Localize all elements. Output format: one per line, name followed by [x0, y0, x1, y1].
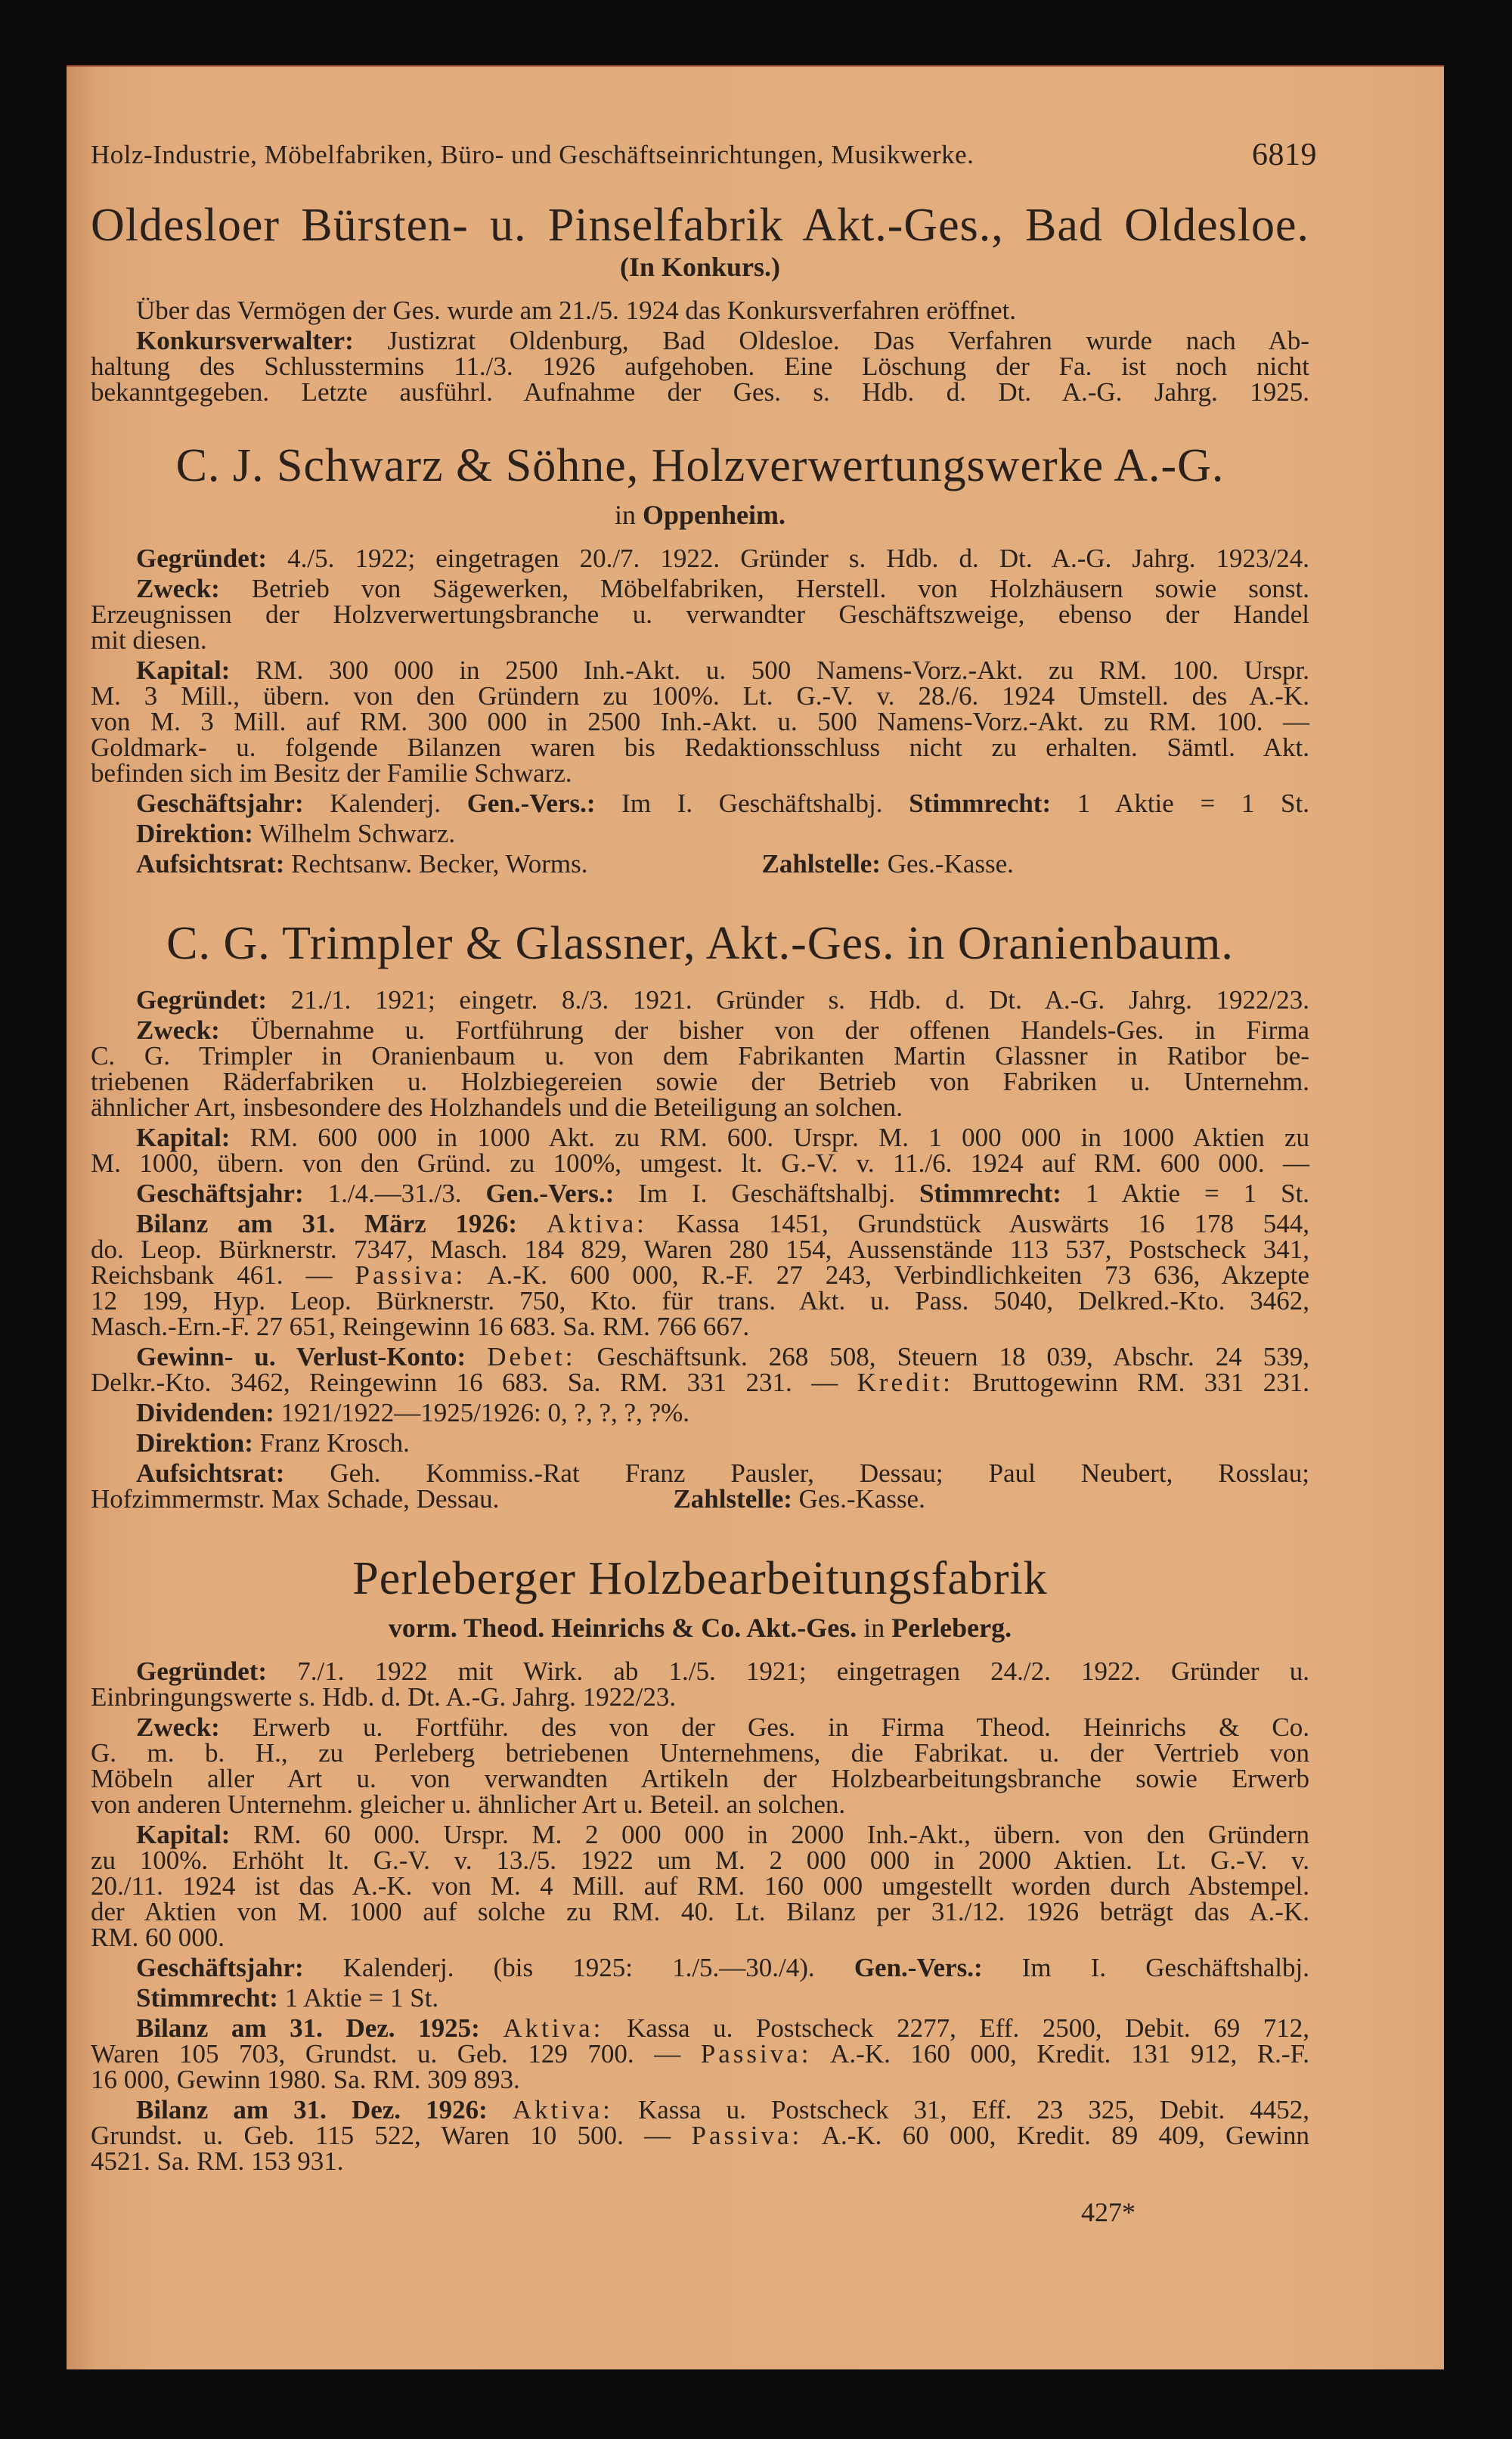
text-line: [91, 1985, 1309, 2011]
paragraph: [91, 1985, 1309, 2011]
field-text: Einbringungswerte s. Hdb. d. Dt. A.-G. Jahrg. 1922/23.: [91, 1682, 677, 1712]
text-line: [91, 328, 1309, 354]
text-line: [91, 1211, 1309, 1237]
entry-title: Oldesloer Bürsten- u. Pinselfabrik Akt.-Ges., Bad Oldesloe.: [91, 200, 1309, 251]
paragraph: [91, 2013, 1310, 2094]
field-label: Bilanz am 31. Dez. 1925:: [136, 2013, 480, 2043]
entry-location: Perleberg.: [891, 1613, 1012, 1643]
text-line: [91, 655, 1310, 685]
field-text: Betrieb von Sägewerken, Möbelfabriken, Herstell. von Holzhäusern sowie sonst.: [251, 574, 1309, 603]
entry-subtitle: (In Konkurs.): [619, 252, 781, 282]
field-text: Kalenderj.: [330, 789, 442, 818]
field-label: Kapital:: [136, 655, 231, 685]
entry-oldesloer: [91, 198, 1309, 405]
field-label: Gegründet:: [136, 985, 268, 1015]
field-label: Dividenden:: [136, 1398, 274, 1427]
spaced-label: Aktiva:: [512, 2095, 613, 2124]
field-label: Gewinn- u. Verlust-Konto:: [136, 1342, 466, 1371]
field-text: RM. 60 000. Urspr. M. 2 000 000 in 2000 Inh.-Akt., übern. von den Gründern: [253, 1820, 1309, 1849]
spaced-label: Aktiva:: [546, 1209, 647, 1238]
paragraph: [91, 1125, 1309, 1176]
entry-location: Oppenheim.: [642, 500, 786, 530]
text-line: [91, 2123, 1309, 2149]
field-label: Direktion:: [136, 1428, 253, 1458]
text-line: [91, 1822, 1309, 1848]
field-text: Über das Vermögen der Ges. wurde am 21./5. 1924 das Konkursverfahren eröffnet.: [136, 296, 1017, 325]
field-text: Erzeugnissen der Holzverwertungsbranche u. verwandter Geschäftszweige, ebenso der Handel: [91, 600, 1309, 629]
field-label: Kapital:: [136, 1820, 231, 1849]
field-text: Im I. Geschäftshalbj.: [638, 1179, 896, 1208]
field-text: Kassa u. Postscheck 2277, Eff. 2500, Debit. 69 712,: [626, 2013, 1310, 2043]
zahlstelle-value: Ges.-Kasse.: [887, 849, 1014, 879]
field-text: Justizrat Oldenburg, Bad Oldesloe. Das Verfahren wurde nach Ab-: [387, 326, 1309, 355]
field-text: M. 3 Mill., übern. von den Gründern zu 100%. Lt. G.-V. v. 28./6. 1924 Umstell. des A.-K.: [91, 681, 1309, 711]
field-text: 7./1. 1922 mit Wirk. ab 1./5. 1921; eingetragen 24./2. 1922. Gründer u.: [297, 1656, 1309, 1686]
field-label: Zweck:: [136, 1712, 220, 1742]
field-label: Gegründet:: [136, 544, 268, 573]
field-text: 1 Aktie = 1 St.: [284, 1983, 439, 2013]
field-text: Goldmark- u. folgende Bilanzen waren bis Redaktionsschluss nicht zu erhalten. Sämtl. Akt.: [91, 733, 1309, 762]
spaced-label: Passiva:: [355, 1260, 466, 1290]
text-line: [91, 1288, 1309, 1314]
entry-perleberger: [91, 1551, 1309, 2174]
paragraph: [91, 1458, 1309, 1514]
text-line: [91, 1092, 1309, 1122]
field-text: RM. 300 000 in 2500 Inh.-Akt. u. 500 Namens-Vorz.-Akt. zu RM. 100. Urspr.: [256, 655, 1310, 685]
running-title: Holz-Industrie, Möbelfabriken, Büro- und Geschäftseinrichtungen, Musikwerke.: [91, 140, 974, 169]
field-label: Gen.-Vers.:: [854, 1953, 983, 1982]
field-text: Wilhelm Schwarz.: [259, 819, 456, 848]
text-line: [91, 1015, 1310, 1045]
field-text: M. 1000, übern. von den Gründ. zu 100%, umgest. lt. G.-V. v. 11./6. 1924 auf RM. 600 000. —: [91, 1148, 1309, 1178]
field-text: Möbeln aller Art u. von verwandten Artikeln der Holzbearbeitungsbranche sowie Erwerb: [91, 1764, 1309, 1793]
paragraph: [91, 1181, 1309, 1207]
spaced-label: Passiva:: [691, 2121, 803, 2150]
field-text: RM. 600 000 in 1000 Akt. zu RM. 600. Urspr. M. 1 000 000 in 1000 Aktien zu: [249, 1123, 1310, 1152]
text-line: [91, 1370, 1309, 1396]
text-line: [91, 625, 1309, 655]
text-line: [91, 1125, 1309, 1151]
text-line: [91, 2041, 1309, 2067]
text-line: [91, 1684, 1309, 1710]
paragraph: [91, 851, 1309, 877]
field-label: Bilanz am 31. März 1926:: [136, 1209, 518, 1238]
field-text: do. Leop. Bürknerstr. 7347, Masch. 184 829, Waren 280 154, Aussenstände 113 537, Postscheck 341,: [91, 1235, 1309, 1264]
field-text: 16 000, Gewinn 1980. Sa. RM. 309 893.: [91, 2065, 520, 2094]
field-text: Im I. Geschäftshalbj.: [621, 789, 883, 818]
field-label: Stimmrecht:: [909, 789, 1052, 818]
zahlstelle: [673, 1484, 925, 1514]
field-label: Aufsichtsrat:: [136, 849, 285, 879]
text-line: [91, 1486, 1309, 1512]
text-line: [91, 1260, 1309, 1290]
field-text: Delkr.-Kto. 3462, Reingewinn 16 683. Sa. RM. 331 231. —: [91, 1368, 838, 1397]
text-line: [91, 377, 1309, 407]
field-text: Übernahme u. Fortführung der bisher von der offenen Handels-Ges. in Firma: [250, 1015, 1310, 1045]
text-line: [91, 1148, 1309, 1178]
field-label: Zweck:: [136, 574, 220, 603]
paragraph: [91, 1955, 1309, 1981]
field-text: 20./11. 1924 ist das A.-K. von M. 4 Mill. auf RM. 160 000 umgestellt worden durch Abstempel.: [91, 1871, 1309, 1901]
field-text: 21./1. 1921; eingetr. 8./3. 1921. Gründer s. Hdb. d. Dt. A.-G. Jahrg. 1922/23.: [290, 985, 1309, 1015]
text-line: [91, 709, 1309, 735]
field-text: triebenen Räderfabriken u. Holzbiegereien sowie der Betrieb von Fabriken u. Unternehm.: [91, 1067, 1309, 1096]
field-text: Kassa u. Postscheck 31, Eff. 23 325, Debit. 4452,: [637, 2095, 1310, 2124]
entry-title: C. J. Schwarz & Söhne, Holzverwertungswerke A.-G.: [175, 440, 1225, 491]
field-text: Franz Krosch.: [259, 1428, 410, 1458]
field-text: Rechtsanw. Becker, Worms.: [291, 849, 588, 879]
text-line: [91, 1766, 1309, 1792]
text-line: [91, 1848, 1309, 1873]
field-text: bekanntgegeben. Letzte ausführl. Aufnahme der Ges. s. Hdb. d. Dt. A.-G. Jahrg. 1925.: [91, 377, 1309, 407]
text-line: [91, 1955, 1309, 1981]
zahlstelle: [761, 849, 1013, 879]
text-line: [91, 2097, 1309, 2123]
field-text: ähnlicher Art, insbesondere des Holzhandels und die Beteiligung an solchen.: [91, 1092, 903, 1122]
field-text: Masch.-Ern.-F. 27 651, Reingewinn 16 683. Sa. RM. 766 667.: [91, 1312, 750, 1341]
field-text: Erwerb u. Fortführ. des von der Ges. in Firma Theod. Heinrichs & Co.: [252, 1712, 1310, 1742]
field-label: Konkursverwalter:: [136, 326, 354, 355]
field-text: der Aktien von M. 1000 auf solche zu RM. 40. Lt. Bilanz per 31./12. 1926 beträgt das A.-K.: [91, 1897, 1309, 1926]
text-line: [91, 1925, 1309, 1951]
running-header: [91, 136, 1317, 174]
text-line: [91, 1400, 1309, 1426]
text-line: [91, 758, 1309, 788]
field-text: Kassa 1451, Grundstück Auswärts 16 178 544,: [676, 1209, 1309, 1238]
field-text: Geh. Kommiss.-Rat Franz Pausler, Dessau; Paul Neubert, Rosslau;: [330, 1458, 1309, 1488]
text-line: [91, 683, 1309, 709]
text-line: [91, 2013, 1310, 2043]
paragraph: [91, 1400, 1309, 1426]
field-text: von anderen Unternehm. gleicher u. ähnlicher Art u. Beteil. an solchen.: [91, 1790, 846, 1819]
paragraph: [91, 1430, 1309, 1456]
field-text: 1./4.—31./3.: [327, 1179, 462, 1208]
text-line: [91, 2146, 1309, 2176]
entry-former-name: vorm. Theod. Heinrichs & Co. Akt.-Ges.: [388, 1613, 857, 1643]
entry-title: Perleberger Holzbearbeitungsfabrik: [352, 1553, 1048, 1604]
entry-schwarz: [91, 439, 1309, 877]
field-text: mit diesen.: [91, 625, 207, 655]
text-line: [91, 1873, 1309, 1899]
field-text: Bruttogewinn RM. 331 231.: [972, 1368, 1309, 1397]
paragraph: [91, 2097, 1309, 2174]
text-line: [91, 602, 1309, 628]
text-line: [91, 791, 1309, 817]
text-line: [91, 735, 1309, 761]
paragraph: [91, 576, 1309, 653]
text-line: [91, 851, 1309, 877]
paragraph: [91, 655, 1310, 788]
page-number: 6819: [1252, 138, 1317, 172]
field-label: Gen.-Vers.:: [466, 789, 596, 818]
text-line: [91, 1344, 1309, 1370]
entry-body: [91, 987, 1309, 1512]
text-line: [91, 298, 1309, 324]
spaced-label: Aktiva:: [503, 2013, 604, 2043]
paragraph: [91, 987, 1309, 1013]
text-line: [91, 1458, 1309, 1488]
field-text: 1 Aktie = 1 St.: [1085, 1179, 1310, 1208]
paragraph: [91, 546, 1309, 572]
field-text: Geschäftsunk. 268 508, Steuern 18 039, Abschr. 24 539,: [596, 1342, 1310, 1371]
entry-body: [91, 298, 1309, 405]
field-label: Kapital:: [136, 1123, 231, 1152]
subtitle-prefix: in: [614, 500, 636, 530]
text-line: [91, 1430, 1309, 1456]
text-line: [91, 1712, 1310, 1742]
entry-trimpler: [91, 916, 1309, 1512]
text-line: [91, 2067, 1309, 2093]
field-text: A.-K. 160 000, Kredit. 131 912, R.-F.: [830, 2039, 1309, 2069]
paragraph: [91, 1211, 1309, 1340]
field-label: Bilanz am 31. Dez. 1926:: [136, 2095, 488, 2124]
field-text: von M. 3 Mill. auf RM. 300 000 in 2500 Inh.-Akt. u. 500 Namens-Vorz.-Akt. zu RM. 100. —: [91, 707, 1309, 736]
field-label: Aufsichtsrat:: [136, 1458, 285, 1488]
paragraph: [91, 821, 1309, 847]
entry-title: C. G. Trimpler & Glassner, Akt.-Ges. in Oranienbaum.: [166, 918, 1234, 969]
field-text: befinden sich im Besitz der Familie Schwarz.: [91, 758, 572, 788]
field-text: Waren 105 703, Grundst. u. Geb. 129 700. —: [91, 2039, 681, 2069]
field-label: Stimmrecht:: [919, 1179, 1061, 1208]
text-line: [91, 354, 1309, 380]
spaced-label: Debet:: [487, 1342, 576, 1371]
field-text: 1 Aktie = 1 St.: [1077, 789, 1309, 818]
paragraph: [91, 791, 1309, 817]
subtitle-prefix: in: [863, 1613, 885, 1643]
field-text: A.-K. 600 000, R.-F. 27 243, Verbindlichkeiten 73 636, Akzepte: [487, 1260, 1309, 1290]
field-text: 12 199, Hyp. Leop. Bürknerstr. 750, Kto. für trans. Akt. u. Pass. 5040, Delkred.-Kto. 3462,: [91, 1286, 1309, 1316]
field-label: Geschäftsjahr:: [136, 1953, 304, 1982]
text-line: [91, 546, 1309, 572]
field-text: haltung des Schlusstermins 11./3. 1926 aufgehoben. Eine Löschung der Fa. ist noch nicht: [91, 352, 1309, 381]
field-text: C. G. Trimpler in Oranienbaum u. von dem Fabrikanten Martin Glassner in Ratibor be-: [91, 1041, 1309, 1071]
field-text: 4./5. 1922; eingetragen 20./7. 1922. Gründer s. Hdb. d. Dt. A.-G. Jahrg. 1923/24.: [287, 544, 1309, 573]
text-line: [91, 1069, 1309, 1095]
field-text: RM. 60 000.: [91, 1923, 225, 1952]
field-text: Reichsbank 461. —: [91, 1260, 333, 1290]
paragraph: [91, 1712, 1310, 1819]
field-label: Gen.-Vers.:: [485, 1179, 615, 1208]
field-label: Zweck:: [136, 1015, 220, 1045]
text-line: [91, 576, 1309, 602]
field-label: Geschäftsjahr:: [136, 789, 304, 818]
field-text: G. m. b. H., zu Perleberg betriebenen Unternehmens, die Fabrikat. u. der Vertrieb von: [91, 1738, 1309, 1768]
field-text: Im I. Geschäftshalbj.: [1021, 1953, 1309, 1982]
field-text: Hofzimmermstr. Max Schade, Dessau.: [91, 1484, 500, 1514]
sheet-signature: 427*: [1081, 2197, 1136, 2227]
field-text: A.-K. 60 000, Kredit. 89 409, Gewinn: [821, 2121, 1309, 2150]
paragraph: [91, 1656, 1309, 1712]
text-line: [91, 1043, 1309, 1069]
spaced-label: Kredit:: [857, 1368, 953, 1397]
paragraph: [91, 328, 1309, 405]
paragraph: [91, 298, 1309, 324]
field-label: Geschäftsjahr:: [136, 1179, 304, 1208]
text-line: [91, 821, 1309, 847]
zahlstelle-label: Zahlstelle:: [761, 849, 881, 879]
field-text: zu 100%. Erhöht lt. G.-V. v. 13./5. 1922 um M. 2 000 000 in 2000 Aktien. Lt. G.-V. v.: [91, 1846, 1309, 1875]
text-line: [91, 987, 1309, 1013]
spaced-label: Passiva:: [700, 2039, 812, 2069]
field-label: Direktion:: [136, 819, 253, 848]
text-line: [91, 1899, 1309, 1925]
field-text: 1921/1922—1925/1926: 0, ?, ?, ?, ?%.: [280, 1398, 690, 1427]
field-text: Kalenderj. (bis 1925: 1./5.—30./4).: [342, 1953, 815, 1982]
entry-body: [91, 546, 1309, 877]
text-line: [91, 1314, 1309, 1340]
field-text: 4521. Sa. RM. 153 931.: [91, 2146, 344, 2176]
text-line: [91, 1237, 1309, 1263]
zahlstelle-label: Zahlstelle:: [673, 1484, 792, 1514]
paragraph: [91, 1822, 1309, 1951]
text-line: [91, 1656, 1309, 1686]
entry-body: [91, 1656, 1310, 2176]
field-label: Stimmrecht:: [136, 1983, 278, 2013]
zahlstelle-value: Ges.-Kasse.: [798, 1484, 925, 1514]
field-text: Grundst. u. Geb. 115 522, Waren 10 500. —: [91, 2121, 671, 2150]
text-line: [91, 1792, 1309, 1818]
text-line: [91, 1740, 1309, 1766]
paragraph: [91, 1344, 1309, 1396]
paragraph: [91, 1015, 1310, 1122]
text-line: [91, 1181, 1309, 1207]
field-label: Gegründet:: [136, 1656, 268, 1686]
